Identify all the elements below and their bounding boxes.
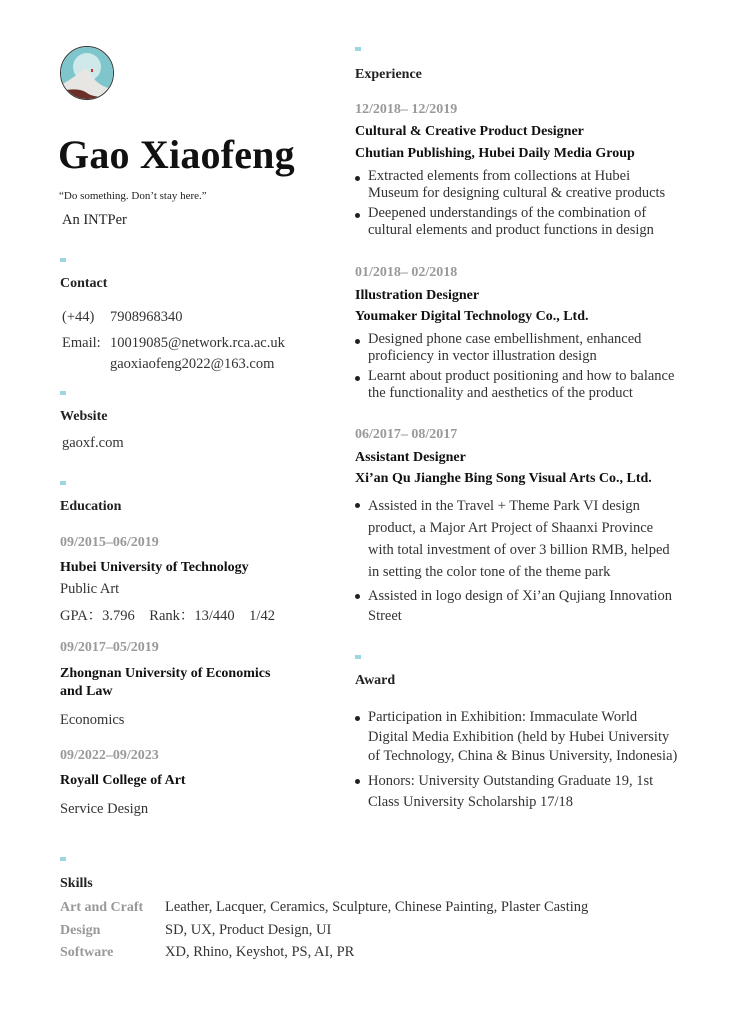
education-gpa-rank: GPA：3.796 Rank：13/440 1/42 [60, 608, 275, 624]
section-marker [60, 857, 66, 861]
job-date: 01/2018– 02/2018 [355, 265, 458, 280]
education-date: 09/2022–09/2023 [60, 748, 159, 763]
education-date: 09/2015–06/2019 [60, 535, 159, 550]
award-item: Honors: University Outstanding Graduate 19, 1st Class University Scholarship 17/18 [355, 771, 735, 813]
bullet-item: Deepened understandings of the combination of cultural elements and product functions in design [355, 205, 735, 239]
skill-value: SD, UX, Product Design, UI [165, 922, 332, 938]
job-date: 12/2018– 12/2019 [355, 102, 458, 117]
job-title: Cultural & Creative Product Designer [355, 124, 584, 139]
job-company: Chutian Publishing, Hubei Daily Media Group [355, 146, 635, 161]
award-heading: Award [355, 673, 396, 688]
education-major: Public Art [60, 581, 120, 597]
award-item: Participation in Exhibition: Immaculate World Digital Media Exhibition (held by Hubei University of Technology, China & Binus University, Indonesia) [355, 708, 735, 767]
section-marker [60, 481, 66, 485]
education-school: Royall College of Art [60, 773, 186, 788]
bullet-item: Assisted in logo design of Xi’an Qujiang Innovation Street [355, 586, 735, 626]
bullet-item: Learnt about product positioning and how to balance the functionality and aesthetics of the product [355, 368, 735, 402]
job-bullets [355, 495, 735, 629]
award-list [355, 708, 735, 816]
avatar-image [61, 47, 113, 99]
phone-number[interactable]: 7908968340 [110, 309, 183, 325]
website-link[interactable]: gaoxf.com [62, 435, 124, 451]
experience-heading: Experience [355, 67, 422, 82]
person-name: Gao Xiaofeng [58, 132, 295, 177]
section-marker [355, 47, 361, 51]
skill-label: Software [60, 945, 114, 960]
bullet-item: Extracted elements from collections at Hubei Museum for designing cultural & creative products [355, 168, 735, 202]
education-school: Hubei University of Technology [60, 560, 249, 575]
skill-label: Art and Craft [60, 900, 144, 915]
website-heading: Website [60, 409, 108, 424]
section-marker [355, 655, 361, 659]
phone-code: (+44) [62, 309, 95, 325]
skill-label: Design [60, 923, 101, 938]
job-bullets [355, 168, 735, 242]
education-school-cont: and Law [60, 684, 113, 699]
job-date: 06/2017– 08/2017 [355, 427, 458, 442]
education-major: Economics [60, 712, 125, 728]
education-major: Service Design [60, 801, 149, 817]
job-company: Youmaker Digital Technology Co., Ltd. [355, 309, 589, 324]
skills-heading: Skills [60, 876, 93, 891]
job-title: Illustration Designer [355, 288, 480, 303]
bullet-item: Designed phone case embellishment, enhanced proficiency in vector illustration design [355, 331, 735, 365]
job-title: Assistant Designer [355, 450, 466, 465]
education-heading: Education [60, 499, 122, 514]
job-company: Xi’an Qu Jianghe Bing Song Visual Arts Co., Ltd. [355, 471, 652, 486]
education-date: 09/2017–05/2019 [60, 640, 159, 655]
education-school: Zhongnan University of Economics [60, 666, 271, 681]
tagline: An INTPer [62, 212, 127, 228]
email-label: Email: [62, 335, 101, 351]
section-marker [60, 391, 66, 395]
skill-value: Leather, Lacquer, Ceramics, Sculpture, Chinese Painting, Plaster Casting [165, 899, 589, 915]
job-bullets [355, 331, 735, 405]
contact-heading: Contact [60, 276, 108, 291]
bullet-item: Assisted in the Travel + Theme Park VI design product, a Major Art Project of Shaanxi Province with total investment of over 3 billion RMB, helped in setting the color tone of the theme park [355, 495, 735, 583]
email-secondary[interactable]: gaoxiaofeng2022@163.com [110, 356, 275, 372]
quote: “Do something. Don’t stay here.” [59, 190, 207, 202]
avatar [60, 46, 114, 100]
section-marker [60, 258, 66, 262]
email-primary[interactable]: 10019085@network.rca.ac.uk [110, 335, 285, 351]
skill-value: XD, Rhino, Keyshot, PS, AI, PR [165, 944, 355, 960]
